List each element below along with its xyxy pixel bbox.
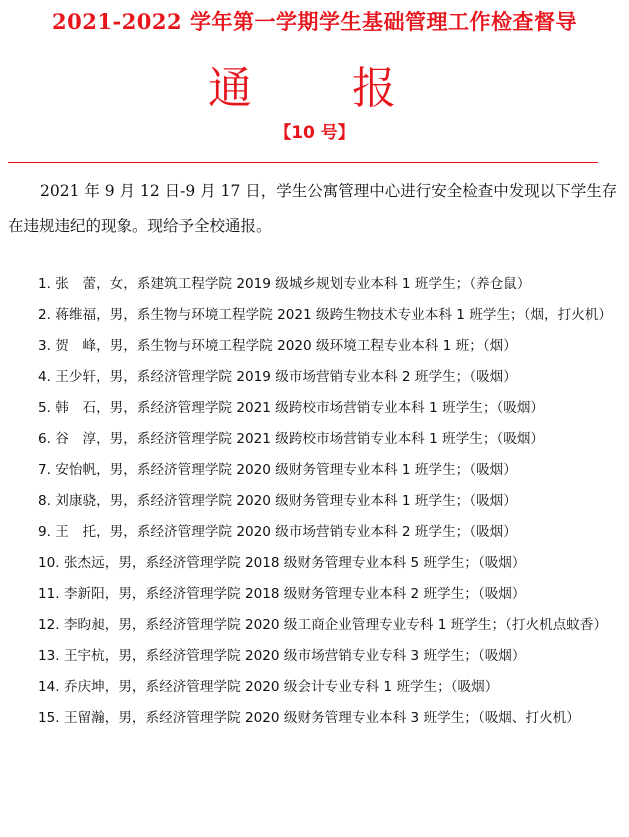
list-item: 15. 王留瀚，男，系经济管理学院 2020 级财务管理专业本科 3 班学生；（吸烟、打火机） — [38, 710, 580, 726]
notice-heading — [0, 52, 629, 114]
heading-char-left: 通 — [208, 63, 252, 114]
notice-title: 2021-2022 学年第一学期学生基础管理工作检查督导 — [52, 9, 577, 34]
list-item: 4. 王少轩，男，系经济管理学院 2019 级市场营销专业本科 2 班学生；（吸烟） — [38, 369, 517, 385]
list-item: 12. 李昀昶，男，系经济管理学院 2020 级工商企业管理专业专科 1 班学生；（打火机点蚊香） — [38, 617, 608, 633]
list-item: 7. 安怡帆，男，系经济管理学院 2020 级财务管理专业本科 1 班学生；（吸烟） — [38, 462, 517, 478]
list-item: 6. 谷 淳，男，系经济管理学院 2021 级跨校市场营销专业本科 1 班学生；（吸烟） — [38, 431, 545, 447]
list-item: 1. 张 蕾，女，系建筑工程学院 2019 级城乡规划专业本科 1 班学生；（养仓鼠） — [38, 276, 531, 292]
list-item: 8. 刘康骁，男，系经济管理学院 2020 级财务管理专业本科 1 班学生；（吸烟） — [38, 493, 517, 509]
heading-char-right: 报 — [352, 63, 396, 114]
list-item: 9. 王 托，男，系经济管理学院 2020 级市场营销专业本科 2 班学生；（吸烟） — [38, 524, 517, 540]
intro-paragraph: 2021 年 9 月 12 日-9 月 17 日，学生公寓管理中心进行安全检查中发现以下学生存在违规违纪的现象。现给予全校通报。 — [8, 182, 618, 235]
list-item: 11. 李新阳，男，系经济管理学院 2018 级财务管理专业本科 2 班学生；（吸烟） — [38, 586, 526, 602]
list-item: 5. 韩 石，男，系经济管理学院 2021 级跨校市场营销专业本科 1 班学生；（吸烟） — [38, 400, 545, 416]
red-divider — [8, 162, 598, 163]
list-item: 2. 蒋维福，男，系生物与环境工程学院 2021 级跨生物技术专业本科 1 班学生；（烟，打火机） — [38, 307, 612, 323]
list-item: 13. 王宇杭，男，系经济管理学院 2020 级市场营销专业专科 3 班学生；（吸烟） — [38, 648, 526, 664]
list-item: 14. 乔庆坤，男，系经济管理学院 2020 级会计专业专科 1 班学生；（吸烟） — [38, 679, 499, 695]
list-item: 3. 贺 峰，男，系生物与环境工程学院 2020 级环境工程专业本科 1 班；（烟） — [38, 338, 517, 354]
list-item: 10. 张杰远，男，系经济管理学院 2018 级财务管理专业本科 5 班学生；（吸烟） — [38, 555, 526, 571]
issue-number: 【10 号】 — [274, 123, 355, 143]
violation-list — [8, 269, 613, 734]
